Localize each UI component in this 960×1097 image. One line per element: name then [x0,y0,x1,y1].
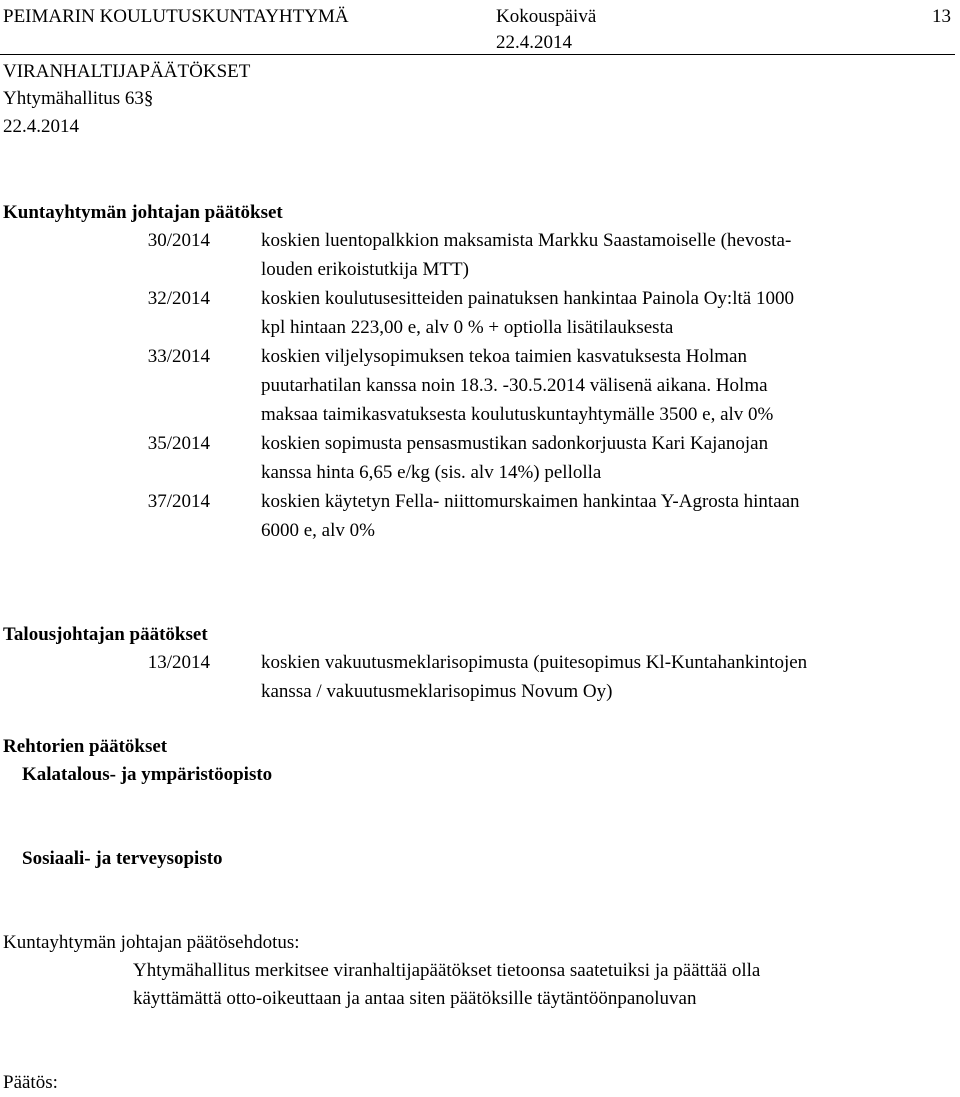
header-divider [0,54,955,55]
decision-number: 13/2014 [147,652,210,673]
section-reference: Yhtymähallitus 63§ [3,88,154,109]
organization-name: PEIMARIN KOULUTUSKUNTAYHTYMÄ [3,6,349,27]
decision-text: 6000 e, alv 0% [261,520,375,541]
decision-list-kuntayhtyma [0,226,955,545]
decision-text: koskien luentopalkkion maksamista Markku Saastamoiselle (hevosta- [261,230,792,251]
decision-text: maksaa taimikasvatuksesta koulutuskuntayhtymälle 3500 e, alv 0% [261,404,774,425]
decision-item [0,342,955,429]
proposal-label: Kuntayhtymän johtajan päätösehdotus: [3,932,300,953]
decision-number: 30/2014 [147,230,210,251]
decision-text: koskien viljelysopimuksen tekoa taimien kasvatuksesta Holman [261,346,747,367]
decision-text: koskien käytetyn Fella- niittomurskaimen hankintaa Y-Agrosta hintaan [261,491,800,512]
decision-text: koskien sopimusta pensasmustikan sadonkorjuusta Kari Kajanojan [261,433,769,454]
subsection-kalatalous: Kalatalous- ja ympäristöopisto [22,764,273,785]
meeting-date: 22.4.2014 [496,32,572,53]
decision-text: kanssa hinta 6,65 e/kg (sis. alv 14%) pellolla [261,462,602,483]
decision-number: 35/2014 [147,433,210,454]
section-heading-talous: Talousjohtajan päätökset [3,624,208,645]
decision-number: 32/2014 [147,288,210,309]
decision-item [0,487,955,545]
subsection-sosiaali: Sosiaali- ja terveysopisto [22,848,223,869]
decision-text: kpl hintaan 223,00 e, alv 0 % + optiolla lisätilauksesta [261,317,674,338]
decision-item [0,648,955,706]
document-date: 22.4.2014 [3,116,79,137]
proposal-text-line-2: käyttämättä otto-oikeuttaan ja antaa siten päätöksille täytäntöönpanoluvan [133,988,697,1009]
decision-item [0,284,955,342]
decision-text: kanssa / vakuutusmeklarisopimus Novum Oy) [261,681,613,702]
document-type: VIRANHALTIJAPÄÄTÖKSET [3,61,251,82]
proposal-text-line-1: Yhtymähallitus merkitsee viranhaltijapäätökset tietoonsa saatetuiksi ja päättää olla [133,960,761,981]
decision-label: Päätös: [3,1072,58,1093]
section-heading-rehtorit: Rehtorien päätökset [3,736,168,757]
decision-text: koskien vakuutusmeklarisopimusta (puitesopimus Kl-Kuntahankintojen [261,652,808,673]
section-heading-kuntayhtyma: Kuntayhtymän johtajan päätökset [3,202,283,223]
decision-number: 33/2014 [147,346,210,367]
decision-item [0,226,955,284]
decision-text: louden erikoistutkija MTT) [261,259,469,280]
decision-text: puutarhatilan kanssa noin 18.3. -30.5.2014 välisenä aikana. Holma [261,375,768,396]
decision-list-talous [0,648,955,706]
decision-text: koskien koulutusesitteiden painatuksen hankintaa Painola Oy:ltä 1000 [261,288,794,309]
decision-number: 37/2014 [147,491,210,512]
decision-item [0,429,955,487]
page-number: 13 [932,6,951,27]
meeting-label: Kokouspäivä [496,6,597,27]
